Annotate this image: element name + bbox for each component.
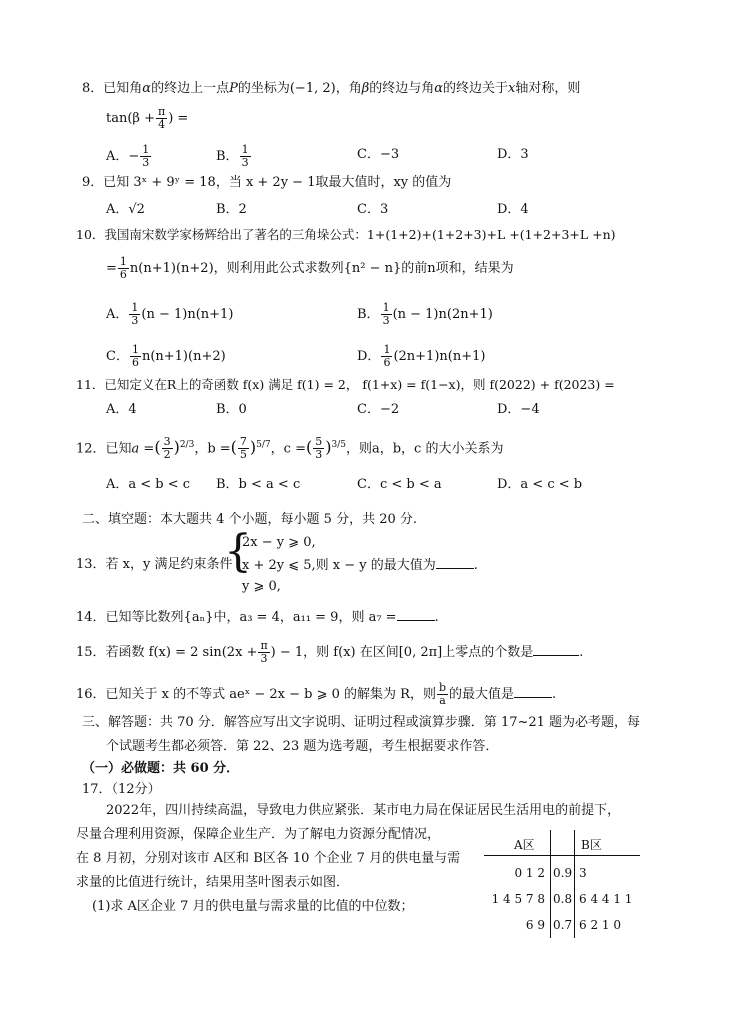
q8-expression: tan(β + $\frac{\pi}{4}$ ) = xyxy=(106,105,189,131)
q10-option-d: D． $\frac{1}{6}$ (2n+1)n(n+1) xyxy=(357,343,486,369)
q17-para-line4: 求量的比值进行统计，结果用茎叶图表示如图． xyxy=(76,875,350,890)
q8-option-d: D．3 xyxy=(497,147,529,162)
q9-option-d: D．4 xyxy=(497,202,529,217)
q9-stem: 9．已知 3ˣ + 9ʸ = 18，当 x + 2y − 1取最大值时，xy 的值为 xyxy=(82,175,452,190)
part-1-title: （一）必做题：共 60 分． xyxy=(82,761,240,776)
q11-option-a: A．4 xyxy=(106,402,137,417)
stem-leaf-row-stem: 0.9 xyxy=(553,866,573,880)
q10-option-c: C． $\frac{1}{6}$ n(n+1)(n+2) xyxy=(106,343,226,369)
q8-option-a: A．− $\frac{1}{3}$ xyxy=(106,143,150,169)
q17-para-line1: 2022年，四川持续高温，导致电力供应紧张．某市电力局在保证居民生活用电的前提下， xyxy=(106,803,621,818)
q15-stem: 15．若函数 f(x) = 2 sin(2x + $\frac{\pi}{3}$ ) − 1，则 f(x) 在区间[0, 2π]上零点的个数是 . xyxy=(76,639,584,665)
q13-brace: { xyxy=(224,526,252,577)
stem-leaf-left-header: A区 xyxy=(514,838,535,852)
q11-option-d: D．−4 xyxy=(497,402,540,417)
q13-cond1: 2x − y ⩾ 0, xyxy=(242,535,316,550)
q8-option-c: C．−3 xyxy=(357,147,400,162)
stem-leaf-header-rule xyxy=(484,855,640,856)
stem-leaf-row-right: 3 xyxy=(579,866,587,880)
q15-answer-blank[interactable] xyxy=(533,643,579,656)
stem-leaf-row-left: 1 4 5 7 8 xyxy=(491,892,545,906)
stem-leaf-row-left: 6 9 xyxy=(525,918,545,932)
stem-leaf-row-right: 6 4 4 1 1 xyxy=(579,892,633,906)
q12-stem: 12．已知a =( $\frac{3}{2}$ )$^{2/3}$，b =( $\frac{7}{5}$ )$^{5/7}$，c =( $\frac{5}{3}$ )$^{3/5}$，则a，b，c 的大小关系为 xyxy=(76,435,504,462)
stem-leaf-left-divider xyxy=(550,830,551,938)
q17-header: 17．（12分） xyxy=(82,782,161,797)
q13-cond3: y ⩾ 0, xyxy=(242,579,281,594)
section-3-line1: 三、解答题：共 70 分．解答应写出文字说明、证明过程或演算步骤．第 17~21 题为必考题，每 xyxy=(82,715,641,730)
q13-pre: 13．若 x，y 满足约束条件 xyxy=(76,557,233,572)
section-3-line2: 个试题考生都必须答．第 22、23 题为选考题，考生根据要求作答． xyxy=(106,739,499,754)
stem-leaf-row-right: 6 2 1 0 xyxy=(579,918,621,932)
q9-option-b: B．2 xyxy=(216,202,247,217)
q9-option-c: C．3 xyxy=(357,202,389,217)
q8-line1: 8．已知角α的终边上一点P的坐标为(−1, 2)，角β的终边与角α的终边关于x轴对称，则 xyxy=(82,81,581,96)
q13-answer-blank[interactable] xyxy=(436,556,474,569)
q11-stem: 11．已知定义在R上的奇函数 f(x) 满足 f(1) = 2， f(1+x) = f(1−x)，则 f(2022) + f(2023) = xyxy=(76,377,615,392)
q17-para-line3: 在 8 月初，分别对该市 A区和 B区各 10 个企业 7 月的供电量与需 xyxy=(76,851,461,866)
q10-option-a: A． $\frac{1}{3}$ (n − 1)n(n+1) xyxy=(106,301,234,327)
q10-line2: = $\frac{1}{6}$ n(n+1)(n+2)，则利用此公式求数列{n² − n}的前n项和，结果为 xyxy=(106,255,514,281)
q17-subquestion-1: (1)求 A区企业 7 月的供电量与需求量的比值的中位数； xyxy=(92,899,414,914)
q9-option-a: A．√2 xyxy=(106,202,145,217)
q14-answer-blank[interactable] xyxy=(397,608,435,621)
stem-leaf-row-left: 0 1 2 xyxy=(514,866,545,880)
q12-option-a: A．a < b < c xyxy=(106,477,191,492)
section-2-title: 二、填空题：本大题共 4 个小题，每小题 5 分，共 20 分. xyxy=(82,512,418,527)
q10-option-b: B． $\frac{1}{3}$ (n − 1)n(2n+1) xyxy=(357,301,493,327)
q10-line1: 10．我国南宋数学家杨辉给出了著名的三角垛公式：1+(1+2)+(1+2+3)+L +(1+2+3+L +n) xyxy=(76,227,616,242)
q12-option-d: D．a < c < b xyxy=(497,477,583,492)
stem-leaf-right-header: B区 xyxy=(581,838,602,852)
q11-option-b: B．0 xyxy=(216,402,247,417)
q13-cond2: x + 2y ⩽ 5,则 x − y 的最大值为 . xyxy=(242,558,478,573)
q11-option-c: C．−2 xyxy=(357,402,400,417)
q16-answer-blank[interactable] xyxy=(514,685,552,698)
q17-para-line2: 尽量合理利用资源，保障企业生产．为了解电力资源分配情况， xyxy=(76,827,441,842)
q16-stem: 16．已知关于 x 的不等式 aeˣ − 2x − b ⩾ 0 的解集为 R，则 $\frac{b}{a}$ 的最大值是 . xyxy=(76,681,557,707)
stem-leaf-row-stem: 0.8 xyxy=(553,892,573,906)
stem-leaf-right-divider xyxy=(574,830,575,938)
q12-option-c: C．c < b < a xyxy=(357,477,442,492)
q14-stem: 14．已知等比数列{aₙ}中，a₃ = 4，a₁₁ = 9，则 a₇ = . xyxy=(76,610,439,625)
stem-leaf-row-stem: 0.7 xyxy=(553,918,573,932)
q12-option-b: B．b < a < c xyxy=(216,477,301,492)
q8-option-b: B． $\frac{1}{3}$ xyxy=(216,143,249,169)
